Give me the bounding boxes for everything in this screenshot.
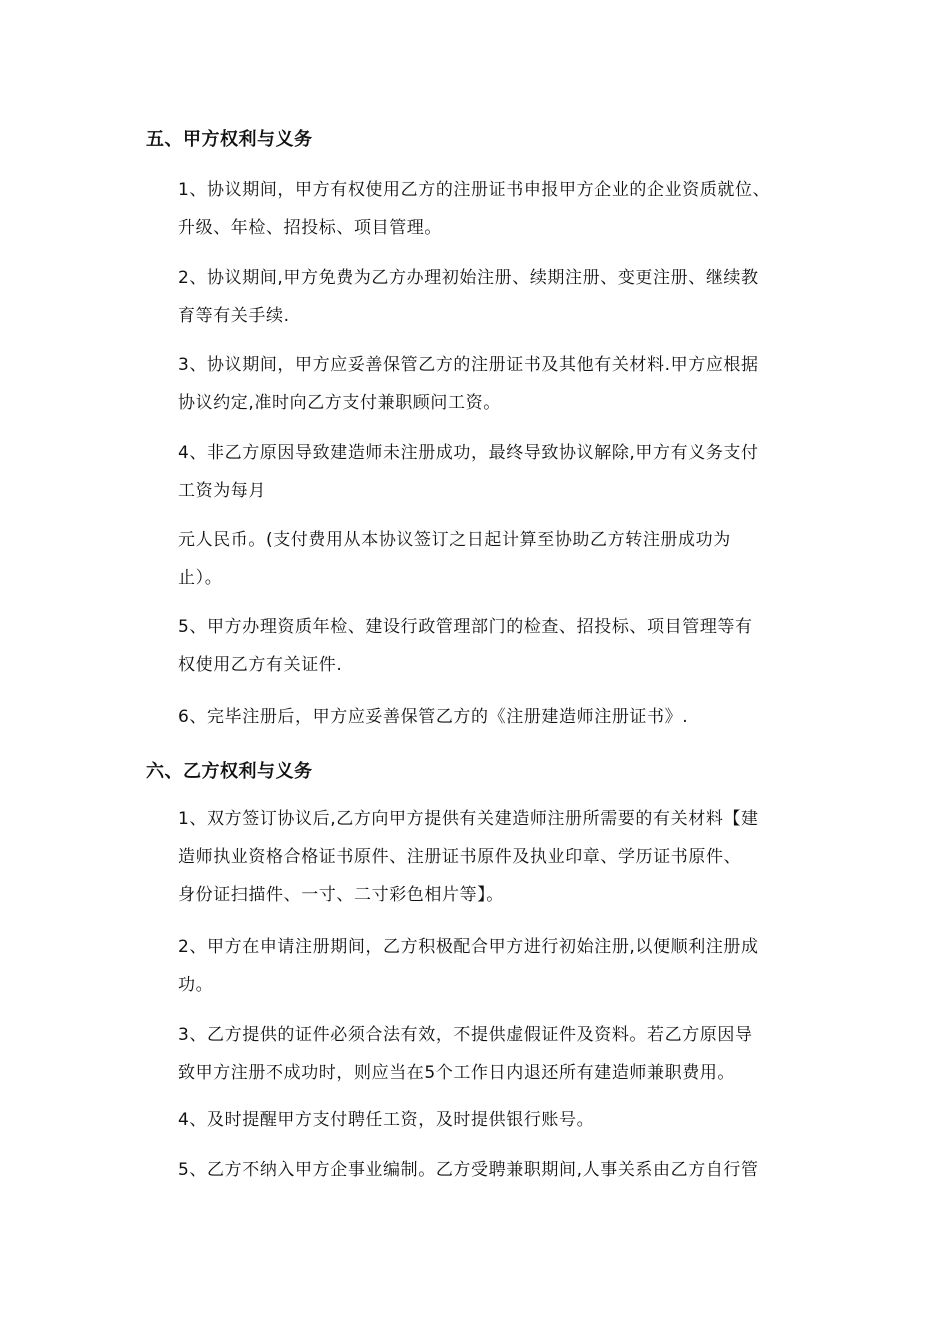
paragraph-line: 止）。 <box>178 568 223 588</box>
paragraph-line: 2、甲方在申请注册期间，乙方积极配合甲方进行初始注册,以便顺利注册成 <box>178 937 759 957</box>
paragraph-6-2 <box>178 928 818 1004</box>
paragraph-line: 4、非乙方原因导致建造师未注册成功，最终导致协议解除,甲方有义务支付 <box>178 443 759 463</box>
paragraph-line: 1、双方签订协议后,乙方向甲方提供有关建造师注册所需要的有关材料【建 <box>178 809 759 829</box>
paragraph-line: 功。 <box>178 975 214 995</box>
paragraph-line: 2、协议期间,甲方免费为乙方办理初始注册、续期注册、变更注册、继续教 <box>178 268 759 288</box>
paragraph-line: 6、完毕注册后，甲方应妥善保管乙方的《注册建造师注册证书》. <box>178 707 689 727</box>
paragraph-6-3 <box>178 1016 818 1092</box>
paragraph-line: 权使用乙方有关证件. <box>178 655 343 675</box>
paragraph-line: 1、协议期间，甲方有权使用乙方的注册证书申报甲方企业的企业资质就位、 <box>178 180 771 200</box>
paragraph-5-1 <box>178 171 818 247</box>
paragraph-5-6 <box>178 698 818 736</box>
paragraph-5-3 <box>178 346 818 422</box>
paragraph-line: 元人民币。(支付费用从本协议签订之日起计算至协助乙方转注册成功为 <box>178 530 731 550</box>
section-heading-5: 五、甲方权利与义务 <box>146 129 313 150</box>
paragraph-line: 升级、年检、招投标、项目管理。 <box>178 218 442 238</box>
paragraph-5-4-continued <box>178 521 818 597</box>
paragraph-6-5 <box>178 1151 818 1189</box>
paragraph-5-2 <box>178 259 818 335</box>
paragraph-5-5 <box>178 608 818 684</box>
paragraph-line: 5、甲方办理资质年检、建设行政管理部门的检查、招投标、项目管理等有 <box>178 617 753 637</box>
paragraph-line: 3、乙方提供的证件必须合法有效，不提供虚假证件及资料。若乙方原因导 <box>178 1025 753 1045</box>
paragraph-line: 3、协议期间，甲方应妥善保管乙方的注册证书及其他有关材料.甲方应根据 <box>178 355 759 375</box>
paragraph-line: 协议约定,准时向乙方支付兼职顾问工资。 <box>178 393 501 413</box>
paragraph-line: 造师执业资格合格证书原件、注册证书原件及执业印章、学历证书原件、 <box>178 847 742 867</box>
paragraph-line: 4、及时提醒甲方支付聘任工资，及时提供银行账号。 <box>178 1110 595 1130</box>
paragraph-5-4 <box>178 434 818 510</box>
paragraph-6-4 <box>178 1101 818 1139</box>
paragraph-line: 5、乙方不纳入甲方企事业编制。乙方受聘兼职期间,人事关系由乙方自行管 <box>178 1160 759 1180</box>
paragraph-line: 育等有关手续. <box>178 306 290 326</box>
section-heading-6: 六、乙方权利与义务 <box>146 761 313 782</box>
paragraph-line: 身份证扫描件、一寸、二寸彩色相片等】。 <box>178 885 504 905</box>
paragraph-6-1 <box>178 800 818 914</box>
paragraph-line: 工资为每月 <box>178 481 266 501</box>
paragraph-line: 致甲方注册不成功时，则应当在5个工作日内退还所有建造师兼职费用。 <box>178 1063 736 1083</box>
